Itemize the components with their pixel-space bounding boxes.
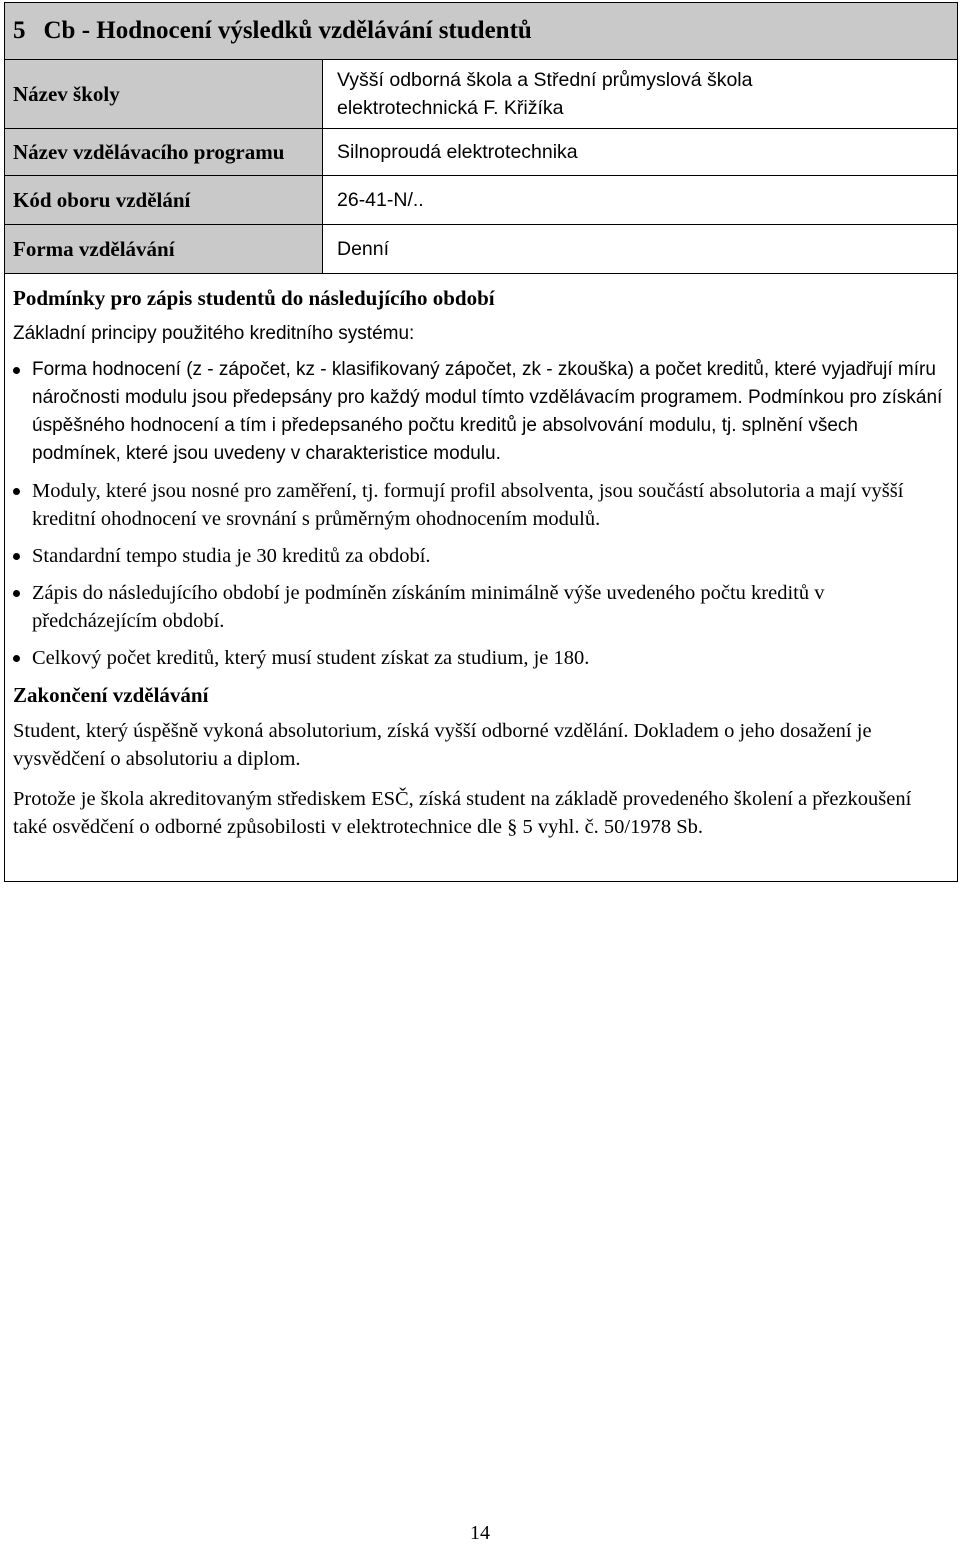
- list-item: [13, 356, 949, 468]
- list-item: [13, 579, 949, 635]
- list-item-text: Forma hodnocení (z - zápočet, kz - klasifikovaný zápočet, zk - zkouška) a počet kreditů, které vyjadřují míru náročnosti modulu jsou předepsány pro každý modul tímto vzdělávacím programem. Podmínkou pro získání úspěšného hodnocení a tím i předepsaného počtu kreditů je absolvování modulu, tj. splnění všech podmínek, které jsou uvedeny v charakteristice modulu.: [32, 359, 943, 464]
- bullet-icon: [13, 367, 20, 374]
- list-item: [13, 644, 949, 672]
- bullet-icon: [13, 590, 20, 597]
- list-item-text: Celkový počet kreditů, který musí student získat za studium, je 180.: [32, 647, 590, 669]
- info-label: Název vzdělávacího programu: [5, 129, 323, 175]
- list-item: [13, 477, 949, 533]
- section-heading: Zakončení vzdělávání: [13, 683, 209, 707]
- info-row-school: [5, 60, 957, 129]
- bullet-icon: [13, 488, 20, 495]
- info-label: Kód oboru vzdělání: [5, 176, 323, 224]
- info-row-code: [5, 176, 957, 225]
- section-heading: Podmínky pro zápis studentů do následujícího období: [13, 286, 495, 310]
- content-area: [5, 274, 957, 881]
- school-name-line-2: elektrotechnická F. Křižíka: [337, 97, 564, 119]
- info-value: Silnoproudá elektrotechnika: [337, 141, 578, 163]
- bullet-list: [13, 356, 949, 672]
- section-number: 5: [13, 17, 26, 44]
- info-value: 26-41-N/..: [337, 189, 424, 211]
- school-name-line-1: Vyšší odborná škola a Střední průmyslová škola: [337, 69, 753, 91]
- info-value: [323, 60, 957, 128]
- intro-text: Základní principy použitého kreditního systému:: [13, 323, 415, 344]
- paragraph: Protože je škola akreditovaným střediskem ESČ, získá student na základě provedeného školení a přezkoušení také osvědčení o odborné způsobilosti v elektrotechnice dle § 5 vyhl. č. 50/1978 Sb.: [13, 788, 912, 838]
- page-number: 14: [470, 1522, 490, 1544]
- info-value: Denní: [337, 238, 390, 260]
- document-form: [4, 2, 958, 882]
- info-row-program: [5, 129, 957, 176]
- list-item-text: Zápis do následujícího období je podmíněn získáním minimálně výše uvedeného počtu kreditů v předcházejícím období.: [32, 582, 825, 632]
- bullet-icon: [13, 655, 20, 662]
- info-row-form: [5, 225, 957, 274]
- info-label: Forma vzdělávání: [5, 225, 323, 273]
- list-item: [13, 542, 949, 570]
- list-item-text: Standardní tempo studia je 30 kreditů za období.: [32, 545, 431, 567]
- paragraph: Student, který úspěšně vykoná absolutorium, získá vyšší odborné vzdělání. Dokladem o jeho dosažení je vysvědčení o absolutoriu a diplom.: [13, 720, 872, 770]
- section-title: Cb - Hodnocení výsledků vzdělávání studentů: [43, 17, 532, 44]
- info-label: Název školy: [5, 60, 323, 128]
- list-item-text: Moduly, které jsou nosné pro zaměření, tj. formují profil absolventa, jsou součástí absolutoria a mají vyšší kreditní ohodnocení ve srovnání s průměrným ohodnocením modulů.: [32, 480, 904, 530]
- bullet-icon: [13, 553, 20, 560]
- section-header: [5, 3, 957, 60]
